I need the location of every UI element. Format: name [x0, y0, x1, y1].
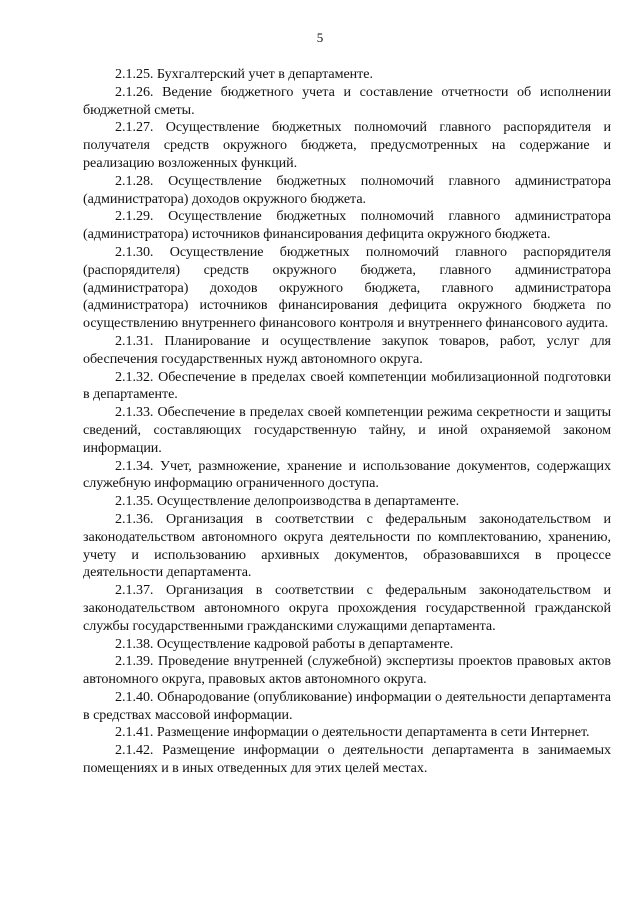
- paragraph-2-1-25: 2.1.25. Бухгалтерский учет в департаменте.: [115, 66, 373, 82]
- paragraph-2-1-39: 2.1.39. Проведение внутренней (служебной) экспертизы проектов правовых актов автономного округа, правовых актов автономного округа.: [83, 653, 611, 688]
- paragraph-2-1-26: 2.1.26. Ведение бюджетного учета и составление отчетности об исполнении бюджетной сметы.: [83, 83, 611, 118]
- paragraph-2-1-41: 2.1.41. Размещение информации о деятельности департамента в сети Интернет.: [115, 724, 590, 741]
- paragraph-2-1-42: 2.1.42. Размещение информации о деятельности департамента в занимаемых помещениях и в иных отведенных для этих целей местах.: [83, 742, 611, 777]
- paragraph-2-1-32: 2.1.32. Обеспечение в пределах своей компетенции мобилизационной подготовки в департаменте.: [83, 368, 611, 403]
- paragraph-2-1-27: 2.1.27. Осуществление бюджетных полномочий главного распорядителя и получателя средств окружного бюджета, предусмотренных на содержание и реализацию возложенных функций.: [83, 119, 611, 171]
- page-number: 5: [316, 30, 324, 45]
- paragraph-2-1-36: 2.1.36. Организация в соответствии с федеральным законодательством и законодательством автономного округа деятельности по комплектованию, хранению, учету и использованию архивных документов, образовавшихся в процессе деятельности департамента.: [83, 510, 611, 581]
- paragraph-2-1-33: 2.1.33. Обеспечение в пределах своей компетенции режима секретности и защиты сведений, составляющих государственную тайну, и иной охраняемой законом информации.: [83, 404, 611, 456]
- paragraph-2-1-37: 2.1.37. Организация в соответствии с федеральным законодательством и законодательством автономного округа прохождения государственной гражданской службы государственными гражданскими служащими департамента.: [83, 582, 611, 634]
- paragraph-2-1-35: 2.1.35. Осуществление делопроизводства в департаменте.: [115, 493, 460, 510]
- paragraph-2-1-30: 2.1.30. Осуществление бюджетных полномочий главного распорядителя (распорядителя) средств окружного бюджета, главного администратора (администратора) доходов окружного бюджета, главного администратора (администратора) источников финансирования дефицита окружного бюджета по осуществлению внутреннего финансового контроля и внутреннего финансового аудита.: [83, 243, 611, 332]
- paragraph-2-1-34: 2.1.34. Учет, размножение, хранение и использование документов, содержащих служебную информацию ограниченного доступа.: [83, 457, 611, 492]
- paragraph-2-1-28: 2.1.28. Осуществление бюджетных полномочий главного администратора (администратора) доходов окружного бюджета.: [83, 172, 611, 207]
- paragraph-2-1-40: 2.1.40. Обнародование (опубликование) информации о деятельности департамента в средствах массовой информации.: [83, 688, 611, 723]
- paragraph-2-1-29: 2.1.29. Осуществление бюджетных полномочий главного администратора (администратора) источников финансирования дефицита окружного бюджета.: [83, 208, 611, 243]
- paragraph-2-1-38: 2.1.38. Осуществление кадровой работы в департаменте.: [115, 635, 454, 652]
- document-body: [83, 66, 611, 778]
- paragraph-2-1-31: 2.1.31. Планирование и осуществление закупок товаров, работ, услуг для обеспечения государственных нужд автономного округа.: [83, 332, 611, 367]
